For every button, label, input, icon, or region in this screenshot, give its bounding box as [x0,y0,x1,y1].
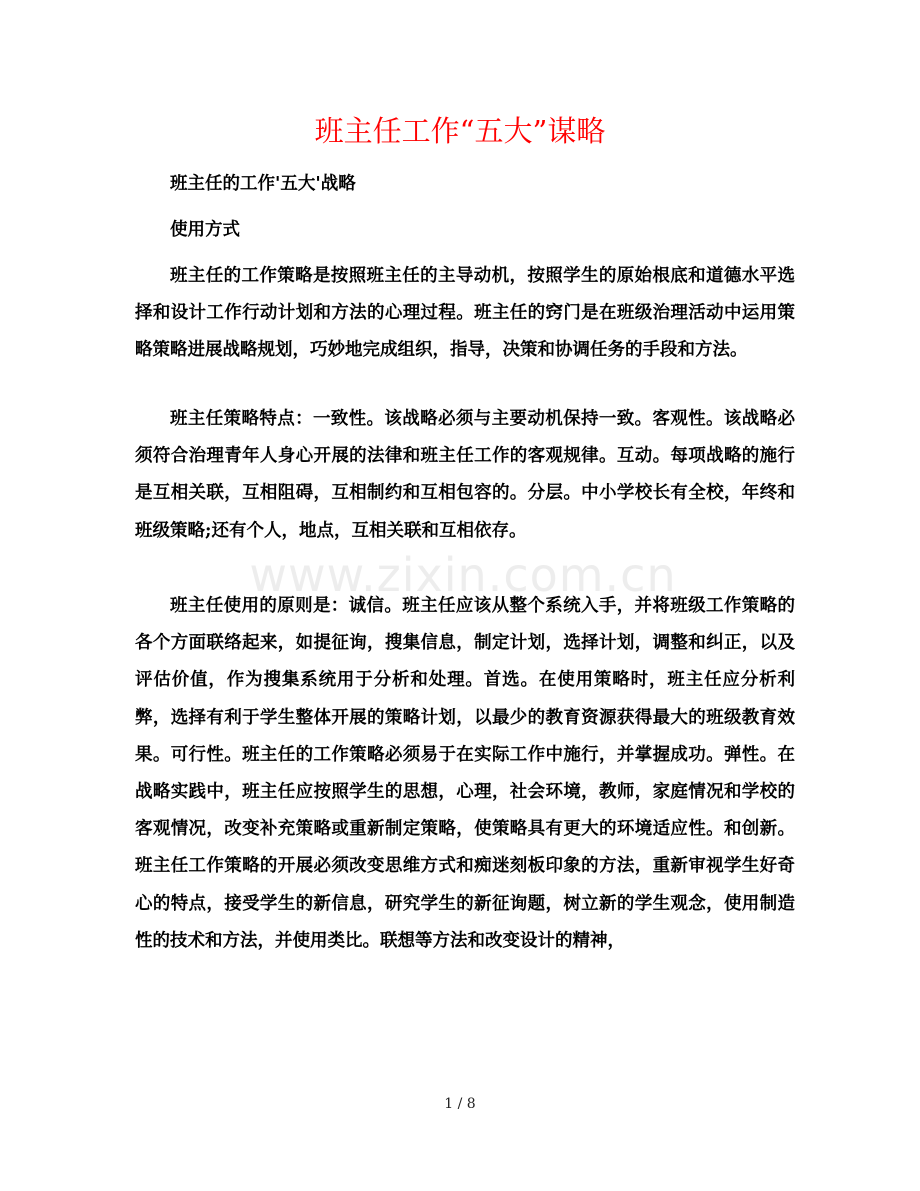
paragraph-principles: 班主任使用的原则是：诚信。班主任应该从整个系统入手，并将班级工作策略的各个方面联络起来，如提征询，搜集信息，制定计划，选择计划，调整和纠正，以及评估价值，作为搜集系统用于分析和处理。首选。在使用策略时，班主任应分析利弊，选择有利于学生整体开展的策略计划，以最少的教育资源获得最大的班级教育效果。可行性。班主任的工作策略必须易于在实际工作中施行，并掌握成功。弹性。在战略实践中，班主任应按照学生的思想，心理，社会环境，教师，家庭情况和学校的客观情况，改变补充策略或重新制定策略，使策略具有更大的环境适应性。和创新。班主任工作策略的开展必须改变思维方式和痴迷刻板印象的方法，重新审视学生好奇心的特点，接受学生的新信息，研究学生的新征询题，树立新的学生观念，使用制造性的技术和方法，并使用类比。联想等方法和改变设计的精神， [135,596,795,951]
page-indicator: 1 / 8 [444,1096,476,1112]
paragraph-characteristics: 班主任策略特点：一致性。该战略必须与主要动机保持一致。客观性。该战略必须符合治理青年人身心开展的法律和班主任工作的客观规律。互动。每项战略的施行是互相关联，互相阻碍，互相制约和互相包容的。分层。中小学校长有全校，年终和班级策略;还有个人，地点，互相关联和互相依存。 [135,409,795,541]
paragraph-subtitle: 班主任的工作'五大'战略 [170,174,356,194]
watermark: www.zixin.com.cn [249,548,677,602]
paragraph-usage-heading: 使用方式 [170,220,240,240]
page-title: 班主任工作“五大”谋略 [314,114,606,148]
paragraph-definition: 班主任的工作策略是按照班主任的主导动机，按照学生的原始根底和道德水平选择和设计工作行动计划和方法的心理过程。班主任的窍门是在班级治理活动中运用策略策略进展战略规划，巧妙地完成组织，指导，决策和协调任务的手段和方法。 [135,266,795,361]
